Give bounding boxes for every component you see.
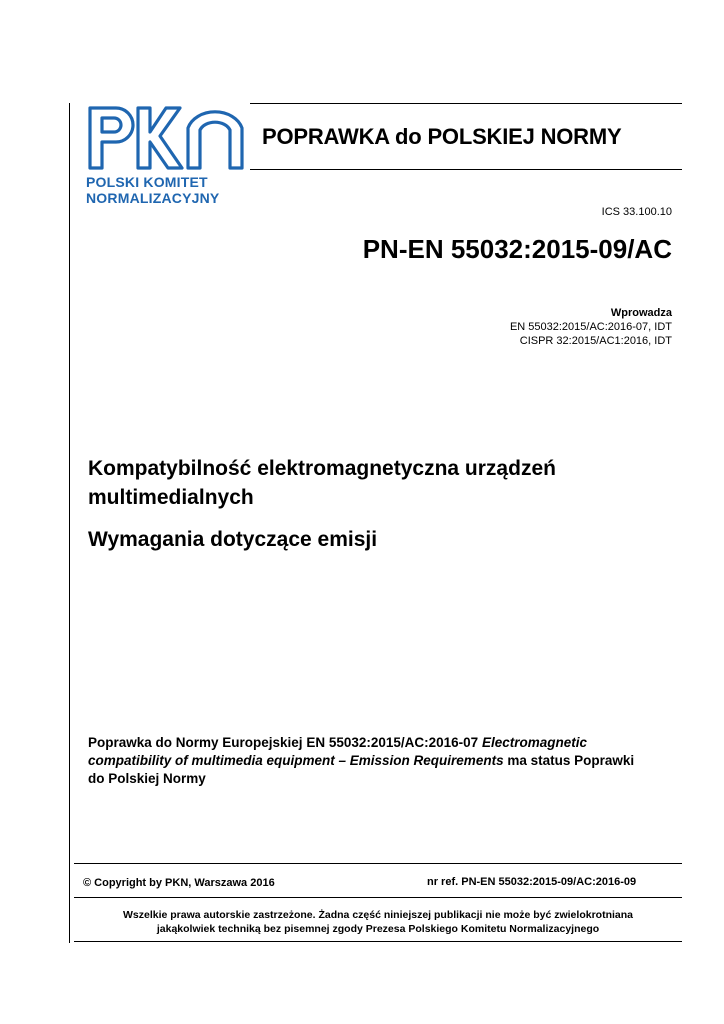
reference-number: nr ref. PN-EN 55032:2015-09/AC:2016-09 [427, 876, 637, 888]
amendment-description [88, 734, 648, 788]
header-bottom-rule [250, 169, 682, 170]
introduces-block [510, 306, 672, 348]
introduces-ref-en: EN 55032:2015/AC:2016-07, IDT [509, 321, 672, 333]
pkn-logo-mark [86, 104, 246, 172]
footer-middle-rule [74, 897, 682, 898]
header-top-rule [250, 103, 682, 104]
introduces-ref-cispr: CISPR 32:2015/AC1:2016, IDT [519, 335, 672, 347]
description-part-2: ma status Poprawki do Polskiej Normy [88, 753, 635, 786]
title-line-2: multimedialnych [88, 486, 254, 509]
description-english-title: Electromagnetic compatibility of multimedia equipment – Emission Requirements [88, 735, 587, 768]
title-line-1: Kompatybilność elektromagnetyczna urządzeń [88, 457, 556, 480]
document-type-title: POPRAWKA do POLSKIEJ NORMY [262, 124, 622, 149]
rights-notice [74, 908, 682, 936]
logo-line-1: POLSKI KOMITET [86, 174, 208, 190]
standard-subtitle: Wymagania dotyczące emisji [88, 528, 378, 551]
footer-bottom-rule [74, 941, 682, 942]
standard-title [88, 454, 556, 512]
introduces-label: Wprowadza [610, 307, 672, 319]
copyright-notice: © Copyright by PKN, Warszawa 2016 [83, 877, 275, 889]
left-margin-rule [69, 103, 70, 943]
footer-top-rule [74, 863, 682, 864]
ics-code: ICS 33.100.10 [601, 206, 672, 218]
pkn-logo-text [86, 174, 219, 206]
logo-line-2: NORMALIZACYJNY [86, 190, 220, 206]
rights-line-1: Wszelkie prawa autorskie zastrzeżone. Żadna część niniejszej publikacji nie może być zwielokrotniana [122, 909, 633, 921]
rights-line-2: jakąkolwiek techniką bez pisemnej zgody Prezesa Polskiego Komitetu Normalizacyjnego [156, 923, 600, 935]
description-part-1: Poprawka do Normy Europejskiej EN 55032:2015/AC:2016-07 [88, 735, 482, 750]
standard-number: PN-EN 55032:2015-09/AC [362, 234, 672, 264]
